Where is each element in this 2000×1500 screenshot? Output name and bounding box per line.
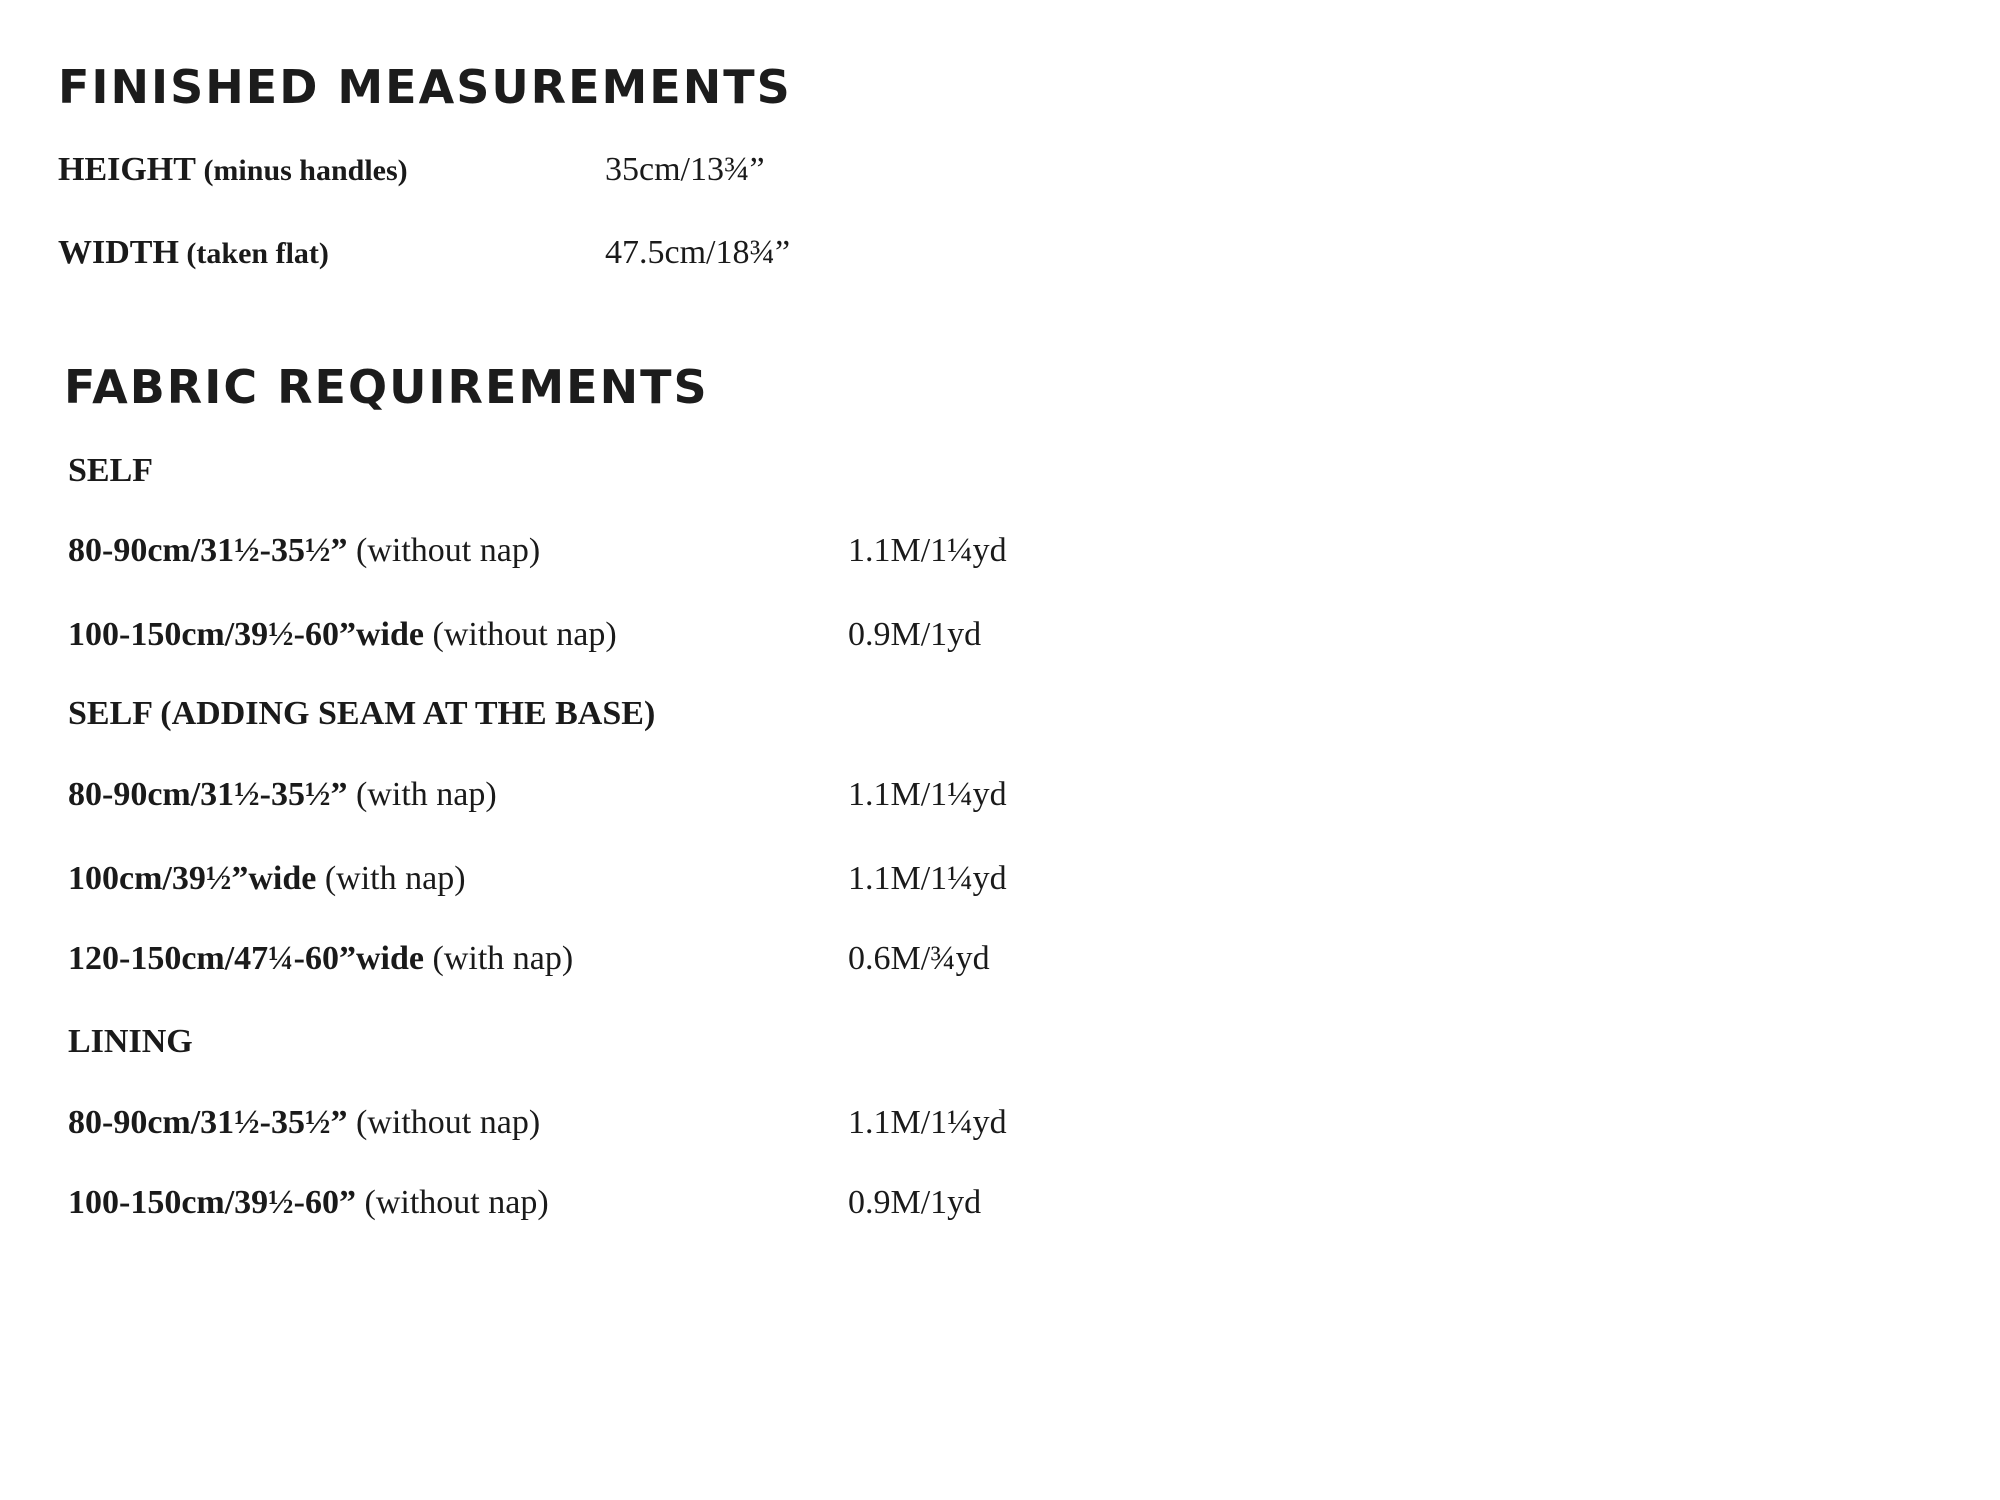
lining-row-1-size: 80-90cm/31½-35½” [68,1104,348,1141]
self-seam-row-3-size: 120-150cm/47¼-60”wide [68,940,425,977]
height-label-note: (minus handles) [195,154,408,187]
self-row-2-value: 0.9M/1yd [848,616,982,653]
width-label-bold: WIDTH [58,234,179,271]
self-seam-row-2-note: (with nap) [316,860,466,897]
fabric-requirements-heading: FABRIC REQUIREMENTS [64,360,709,414]
self-row-1 [68,534,540,568]
lining-row-2-size: 100-150cm/39½-60” [68,1184,357,1221]
self-seam-row-2 [68,862,466,896]
lining-row-2-note: (without nap) [356,1184,549,1221]
self-seam-heading: SELF (ADDING SEAM AT THE BASE) [68,695,656,732]
self-seam-row-2-size: 100cm/39½”wide [68,860,317,897]
self-heading: SELF [68,452,154,489]
height-label [58,153,408,187]
lining-row-2 [68,1186,549,1220]
lining-row-1 [68,1106,540,1140]
lining-row-2-value: 0.9M/1yd [848,1184,982,1221]
lining-row-1-note: (without nap) [347,1104,541,1141]
width-value: 47.5cm/18¾” [605,234,791,271]
self-seam-row-1-note: (with nap) [347,776,497,813]
self-row-2-size: 100-150cm/39½-60”wide [68,616,425,653]
self-seam-row-1-value: 1.1M/1¼yd [848,776,1007,813]
width-label-note: (taken flat) [178,237,329,270]
width-label [58,236,329,270]
self-row-1-size: 80-90cm/31½-35½” [68,532,348,569]
lining-heading: LINING [68,1023,193,1060]
self-seam-row-3-value: 0.6M/¾yd [848,940,990,977]
self-seam-row-3 [68,942,573,976]
self-seam-row-2-value: 1.1M/1¼yd [848,860,1007,897]
self-row-1-value: 1.1M/1¼yd [848,532,1007,569]
self-seam-row-1-size: 80-90cm/31½-35½” [68,776,348,813]
self-row-2-note: (without nap) [424,616,617,653]
self-row-2 [68,618,617,652]
height-value: 35cm/13¾” [605,151,765,188]
height-label-bold: HEIGHT [58,151,196,188]
lining-row-1-value: 1.1M/1¼yd [848,1104,1007,1141]
self-row-1-note: (without nap) [347,532,541,569]
self-seam-row-3-note: (with nap) [424,940,574,977]
self-seam-row-1 [68,778,497,812]
finished-measurements-heading: FINISHED MEASUREMENTS [58,60,792,114]
